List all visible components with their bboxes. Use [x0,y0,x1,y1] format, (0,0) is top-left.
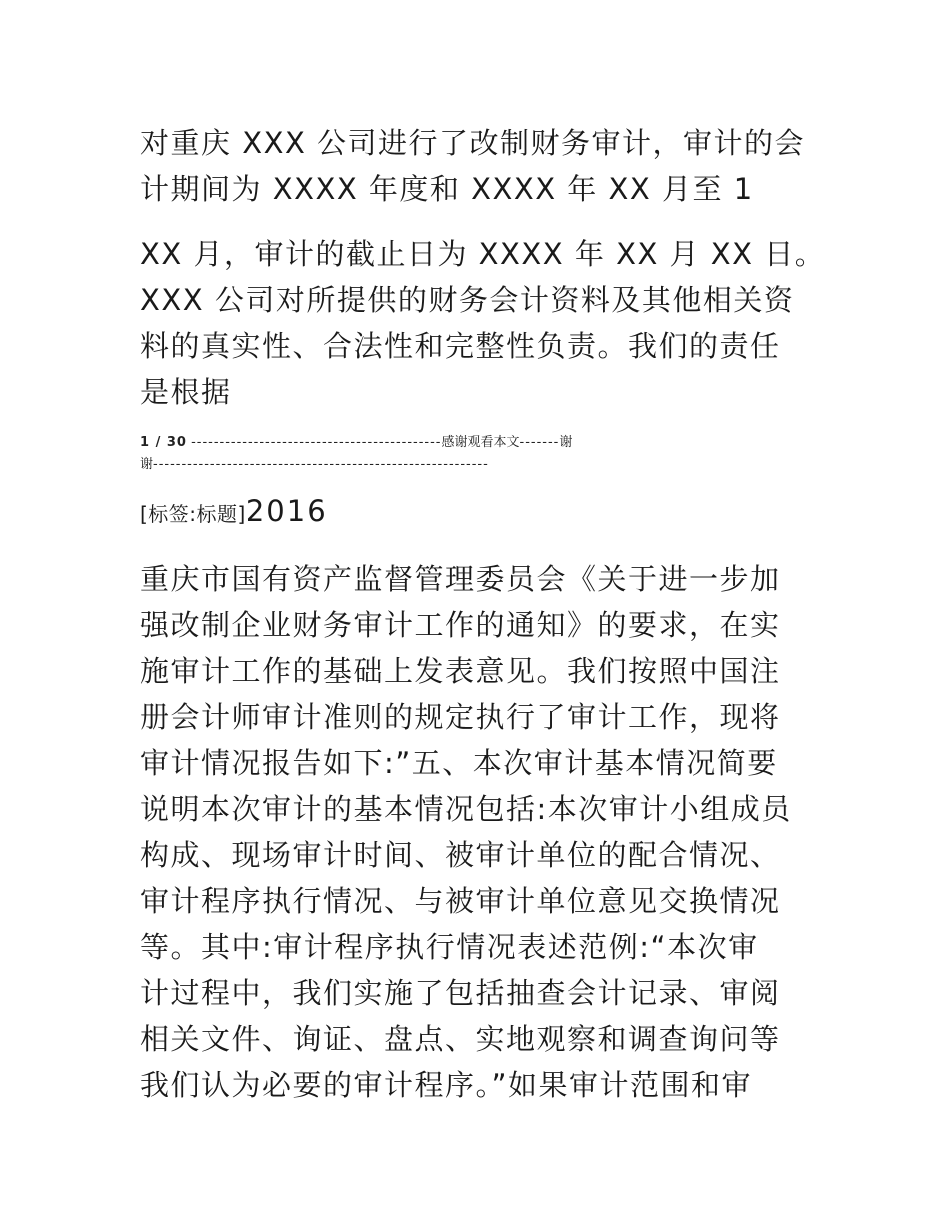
paragraph-body [140,556,820,1108]
text-line: 相关文件、询证、盘点、实地观察和调查询问等 [140,1022,781,1056]
tag-line [140,494,328,528]
footer-thanks: 谢 [559,435,573,450]
footer-dashes: ------- [519,435,560,450]
text-line: 是根据 [140,375,232,409]
footer-thanks: 谢 [140,457,154,472]
paragraph-responsibility [140,231,826,415]
paragraph-intro [140,120,820,212]
text-line: 对重庆 XXX 公司进行了改制财务审计，审计的会 [140,126,806,160]
text-line: 强改制企业财务审计工作的通知》的要求，在实 [140,608,781,642]
text-line: XX 月，审计的截止日为 XXXX 年 XX 月 XX 日。 [140,237,826,271]
page-footer [140,432,780,476]
footer-dashes: -------------------------------------------- [191,435,442,450]
tag-label: [标签:标题] [140,502,246,526]
tag-year: 2016 [245,494,328,528]
page-number: 1 / 30 [140,435,187,450]
text-line: 重庆市国有资产监督管理委员会《关于进一步加 [140,562,781,596]
text-line: 计期间为 XXXX 年度和 XXXX 年 XX 月至 1 [140,172,754,206]
text-line: 施审计工作的基础上发表意见。我们按照中国注 [140,654,781,688]
text-line: 说明本次审计的基本情况包括:本次审计小组成员 [140,792,792,826]
footer-dashes: ----------------------------------------------------------- [153,457,489,472]
footer-line-1 [140,432,780,454]
text-line: 我们认为必要的审计程序。”如果审计范围和审 [140,1068,753,1102]
text-line: XXX 公司对所提供的财务会计资料及其他相关资 [140,283,795,317]
text-line: 料的真实性、合法性和完整性负责。我们的责任 [140,329,781,363]
footer-line-2 [140,454,780,476]
text-line: 计过程中，我们实施了包括抽查会计记录、审阅 [140,976,781,1010]
footer-text: 感谢观看本文 [441,435,520,450]
text-line: 审计情况报告如下:”五、本次审计基本情况简要 [140,746,778,780]
text-line: 构成、现场审计时间、被审计单位的配合情况、 [140,838,781,872]
text-line: 册会计师审计准则的规定执行了审计工作，现将 [140,700,781,734]
text-line: 审计程序执行情况、与被审计单位意见交换情况 [140,884,781,918]
text-line: 等。其中:审计程序执行情况表述范例:“本次审 [140,930,759,964]
